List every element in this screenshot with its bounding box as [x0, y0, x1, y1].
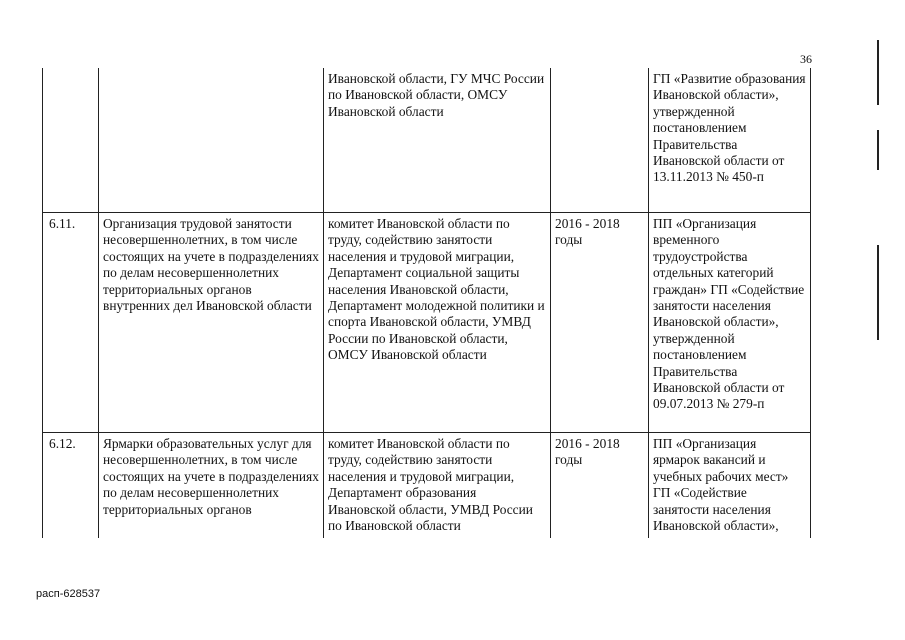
activity-cell: Ярмарки образовательных услуг для несовершеннолетних, в том числе состоящих на учете в подразделениях по делам несовершеннолетних территориальных органов	[99, 433, 324, 539]
source-cell: ПП «Организация ярмарок вакансий и учебных рабочих мест» ГП «Содействие занятости населения Ивановской области»,	[649, 433, 811, 539]
activity-cell	[99, 68, 324, 213]
row-number	[43, 68, 99, 213]
binding-mark	[877, 130, 879, 170]
executors-cell: комитет Ивановской области по труду, содействию занятости населения и трудовой миграции, Департамент социальной защиты населения Ивановской области, Департамент молодежной политики и спорта Ивановской области, УМВД России по Ивановской области, ОМСУ Ивановской области	[324, 213, 551, 433]
executors-cell: Ивановской области, ГУ МЧС России по Ивановской области, ОМСУ Ивановской области	[324, 68, 551, 213]
row-number: 6.11.	[43, 213, 99, 433]
activity-cell: Организация трудовой занятости несовершеннолетних, в том числе состоящих на учете в подразделениях по делам несовершеннолетних территориальных органов внутренних дел Ивановской области	[99, 213, 324, 433]
binding-mark	[877, 245, 879, 340]
source-cell: ПП «Организация временного трудоустройства отдельных категорий граждан» ГП «Содействие занятости населения Ивановской области», утвержденной постановлением Правительства Ивановской области от 09.07.2013 № 279-п	[649, 213, 811, 433]
executors-cell: комитет Ивановской области по труду, содействию занятости населения и трудовой миграции, Департамент образования Ивановской области, УМВД России по Ивановской области	[324, 433, 551, 539]
years-cell	[551, 68, 649, 213]
binding-mark	[877, 40, 879, 105]
table-row	[43, 68, 811, 213]
table-row	[43, 433, 811, 539]
row-number: 6.12.	[43, 433, 99, 539]
table-row	[43, 213, 811, 433]
document-reference: расп-628537	[36, 588, 101, 600]
measures-table	[42, 68, 811, 538]
source-cell: ГП «Развитие образования Ивановской области», утвержденной постановлением Правительства Ивановской области от 13.11.2013 № 450-п	[649, 68, 811, 213]
page-number: 36	[800, 52, 812, 66]
years-cell: 2016 - 2018 годы	[551, 433, 649, 539]
years-cell: 2016 - 2018 годы	[551, 213, 649, 433]
